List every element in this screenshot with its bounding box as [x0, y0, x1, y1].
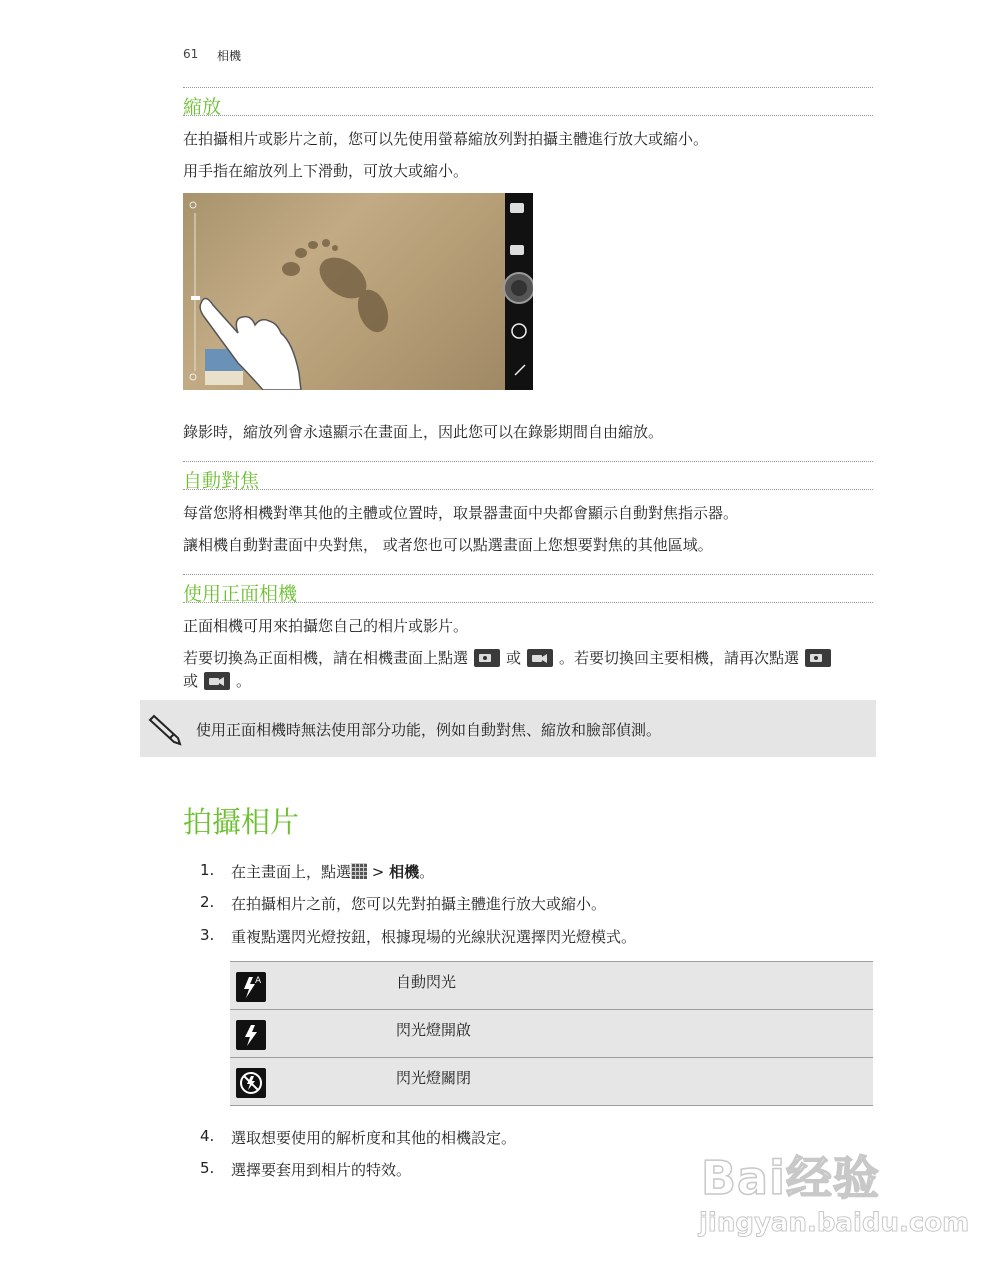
watermark-url: jingyan.baidu.com: [699, 1208, 970, 1238]
table-row: A 自動閃光: [230, 961, 873, 1009]
front-camera-paragraph-2: 若要切換為正面相機，請在相機畫面上點選 或 。若要切換回主要相機，請再次點選: [183, 647, 837, 668]
autofocus-paragraph-2: 讓相機自動對畫面中央對焦， 或者您也可以點選畫面上您想要對焦的其他區域。: [183, 536, 713, 554]
front-camera-video-icon: [527, 649, 553, 667]
divider: [183, 489, 873, 490]
main-camera-video-icon: [204, 672, 230, 690]
step-1-text: 在主畫面上，點選 > 相機。: [231, 863, 435, 881]
svg-text:A: A: [255, 976, 262, 986]
autofocus-paragraph-1: 每當您將相機對準其他的主體或位置時，取景器畫面中央都會顯示自動對焦指示器。: [183, 504, 739, 522]
step-number: 1.: [200, 861, 215, 879]
camera-zoom-screenshot: [183, 193, 533, 390]
front-camera-paragraph-2-cont: 或 。: [183, 672, 252, 690]
divider: [183, 115, 873, 116]
flash-off-icon: [236, 1068, 266, 1098]
watermark-brand: Bai经验: [701, 1151, 880, 1205]
main-camera-photo-icon: [805, 649, 831, 667]
apps-grid-icon: [351, 863, 367, 879]
front-camera-photo-icon: [474, 649, 500, 667]
zoom-paragraph-2: 用手指在縮放列上下滑動，可放大或縮小。: [183, 162, 469, 180]
section-title-take-photo: 拍攝相片: [183, 805, 300, 839]
flash-auto-icon: [236, 972, 266, 1002]
baidu-watermark: [691, 1140, 970, 1250]
chapter-title: 相機: [217, 49, 242, 63]
step-number: 5.: [200, 1159, 215, 1177]
divider: [183, 602, 873, 603]
step-4-text: 選取想要使用的解析度和其他的相機設定。: [231, 1129, 517, 1147]
step-3-text: 重複點選閃光燈按鈕，根據現場的光線狀況選擇閃光燈模式。: [231, 928, 637, 946]
divider: [183, 461, 873, 462]
section-title-autofocus: 自動對焦: [183, 470, 260, 492]
step-number: 4.: [200, 1127, 215, 1145]
section-title-front-camera: 使用正面相機: [183, 583, 298, 605]
flash-on-icon: [236, 1020, 266, 1050]
note-text: 使用正面相機時無法使用部分功能，例如自動對焦、縮放和臉部偵測。: [196, 721, 662, 739]
zoom-paragraph-3: 錄影時，縮放列會永遠顯示在畫面上，因此您可以在錄影期間自由縮放。: [183, 423, 664, 441]
table-row: 閃光燈關閉: [230, 1057, 873, 1106]
step-5-text: 選擇要套用到相片的特效。: [231, 1161, 412, 1179]
table-row: 閃光燈開啟: [230, 1009, 873, 1057]
pencil-icon: [148, 710, 184, 746]
flash-mode-table: [230, 961, 873, 1106]
front-camera-paragraph-1: 正面相機可用來拍攝您自己的相片或影片。: [183, 617, 469, 635]
divider: [183, 574, 873, 575]
page-number: 61: [183, 47, 199, 61]
step-2-text: 在拍攝相片之前，您可以先對拍攝主體進行放大或縮小。: [231, 895, 607, 913]
section-title-zoom: 縮放: [183, 96, 222, 118]
zoom-paragraph-1: 在拍攝相片或影片之前，您可以先使用螢幕縮放列對拍攝主體進行放大或縮小。: [183, 130, 709, 148]
divider: [183, 87, 873, 88]
step-number: 3.: [200, 926, 215, 944]
step-number: 2.: [200, 893, 215, 911]
